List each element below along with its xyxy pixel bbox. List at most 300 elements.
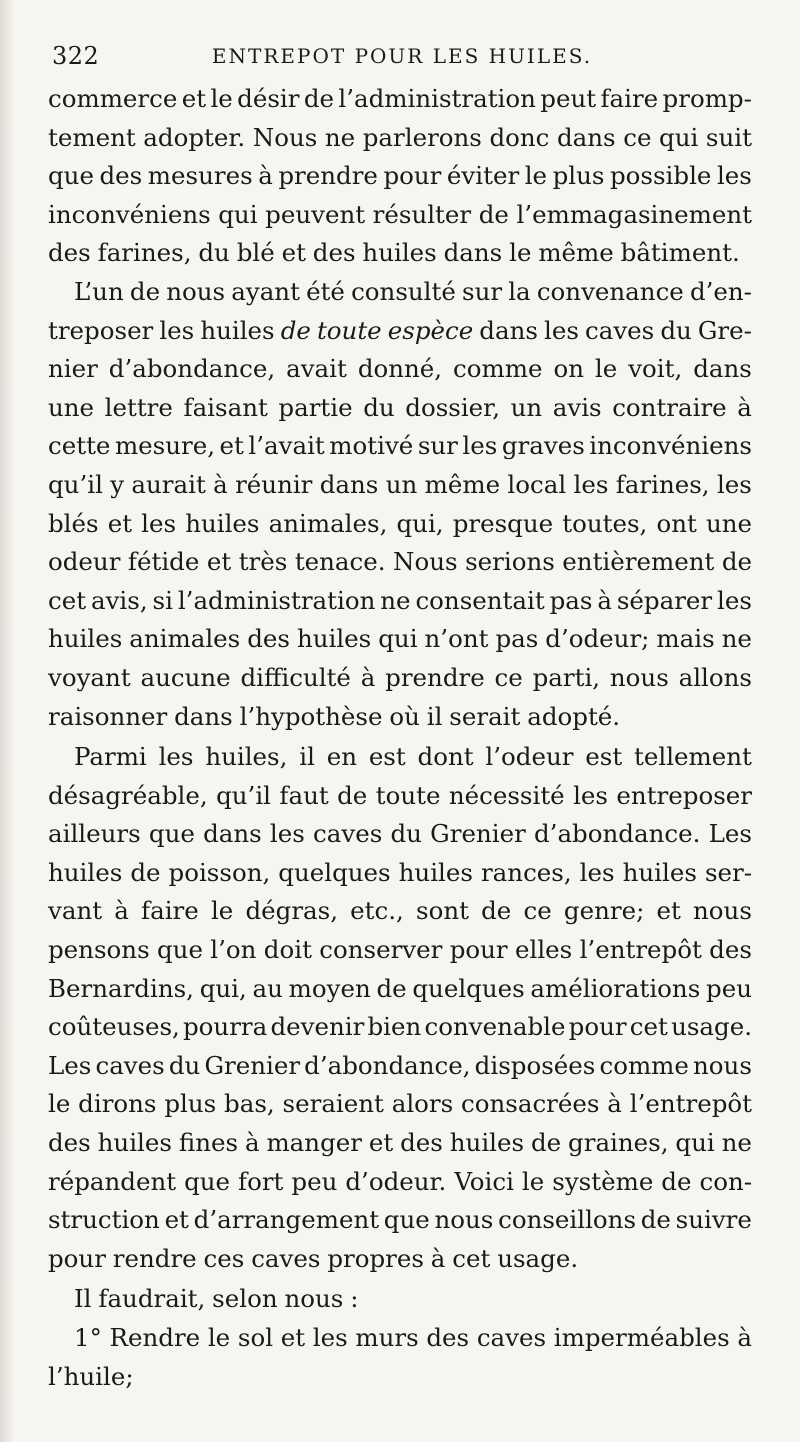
word: suivre xyxy=(675,1205,752,1235)
word: bas, xyxy=(224,1089,275,1119)
word: Il xyxy=(74,1284,92,1314)
word: disposées xyxy=(474,1050,596,1080)
word: améliorations xyxy=(530,973,701,1003)
word: l’avait xyxy=(248,431,325,461)
word: huiles, xyxy=(205,742,288,772)
word: de xyxy=(130,857,161,887)
text-line xyxy=(48,970,752,1009)
word: le xyxy=(594,354,618,384)
word: motivé xyxy=(329,431,414,461)
word: parlerons xyxy=(362,122,482,152)
text-line xyxy=(48,1085,752,1124)
word: ces xyxy=(203,1243,245,1273)
word: le xyxy=(524,161,548,191)
word: à xyxy=(258,161,273,191)
word: treposer xyxy=(48,315,154,345)
word: plus xyxy=(164,1089,217,1119)
word: Bernardins, xyxy=(48,973,194,1003)
word: partie xyxy=(278,392,353,422)
word: graves xyxy=(501,431,585,461)
word: odeur xyxy=(48,547,121,577)
text-line xyxy=(48,892,752,931)
text-line xyxy=(48,777,752,816)
word: huiles xyxy=(48,857,123,887)
word: entièrement xyxy=(562,547,715,577)
word: nous xyxy=(693,896,752,926)
word: fines xyxy=(178,1128,239,1158)
word: sur xyxy=(462,276,503,306)
text-line xyxy=(48,543,752,582)
word: les xyxy=(717,585,752,615)
word: et xyxy=(219,431,244,461)
word: et xyxy=(164,1205,189,1235)
word: des xyxy=(48,238,91,268)
word: faire xyxy=(600,84,659,113)
word: usage. xyxy=(671,1012,752,1042)
word: les xyxy=(462,431,498,461)
text-line xyxy=(48,80,752,119)
word: si xyxy=(152,585,173,615)
word: à xyxy=(607,1089,622,1119)
text-line xyxy=(48,620,752,659)
word: et xyxy=(107,508,133,538)
word: Nous xyxy=(252,122,318,152)
word: les xyxy=(269,819,305,849)
text-line xyxy=(48,1047,752,1086)
word: caves xyxy=(313,819,383,849)
text-line xyxy=(48,1008,752,1047)
text-line xyxy=(48,505,752,544)
word: elles xyxy=(514,935,573,965)
text-line xyxy=(48,273,752,312)
text-line xyxy=(48,389,752,428)
word: l’huile; xyxy=(48,1361,134,1391)
word: les xyxy=(716,469,752,499)
word: suit xyxy=(705,122,752,152)
word: des xyxy=(99,161,143,191)
word: peu xyxy=(291,1166,338,1196)
word: de xyxy=(129,276,161,306)
word: avis, xyxy=(90,585,148,615)
word: Les xyxy=(48,1050,92,1080)
word: que xyxy=(383,1205,430,1235)
word: que xyxy=(156,935,203,965)
word: ne xyxy=(721,624,752,654)
word: Gre- xyxy=(697,315,752,345)
word: sont xyxy=(416,896,469,926)
word: des xyxy=(400,1128,443,1158)
word: struction xyxy=(48,1205,160,1235)
word: l’odeur xyxy=(485,742,574,772)
word: mesure, xyxy=(114,431,216,461)
word: et xyxy=(656,896,681,926)
word: de xyxy=(376,973,407,1003)
word: les xyxy=(544,315,579,345)
word: du xyxy=(660,315,692,345)
word: allons xyxy=(678,662,752,692)
word: sol xyxy=(237,1323,274,1352)
word: huiles xyxy=(200,315,275,345)
word: de xyxy=(481,896,512,926)
word: du xyxy=(390,819,422,849)
word: à xyxy=(430,1243,446,1273)
word: imperméables xyxy=(553,1323,730,1352)
word: voit, xyxy=(628,354,683,384)
word: les xyxy=(573,780,609,810)
word: dans xyxy=(174,701,233,731)
word: un xyxy=(510,392,543,422)
word: faire xyxy=(141,896,199,926)
word: caves xyxy=(585,315,655,345)
word: et xyxy=(206,547,232,577)
word: à xyxy=(360,662,376,692)
word: farines, xyxy=(97,238,192,268)
word: Grenier xyxy=(204,1050,301,1080)
word: des xyxy=(709,935,752,965)
word: dans xyxy=(556,122,616,152)
word: caves xyxy=(476,1323,547,1352)
word: aurait xyxy=(131,469,206,499)
word: y xyxy=(110,469,125,499)
word: vant xyxy=(48,896,103,926)
word: huiles xyxy=(622,857,697,887)
word: à xyxy=(114,896,129,926)
word: l’administration xyxy=(177,585,376,615)
text-line xyxy=(48,1124,752,1163)
word: au xyxy=(252,973,283,1003)
word: nous xyxy=(434,1205,494,1235)
text-line xyxy=(48,119,752,158)
word: peut xyxy=(540,84,597,113)
running-title: ENTREPOT POUR LES HUILES. xyxy=(211,44,593,68)
word: les xyxy=(141,508,177,538)
word: local xyxy=(507,469,567,499)
word: toute xyxy=(375,780,441,810)
word: aucune xyxy=(140,662,231,692)
word: pour xyxy=(568,1012,627,1042)
text-line xyxy=(48,659,752,698)
word: huiles xyxy=(48,624,123,654)
word: parti, xyxy=(532,662,601,692)
word: du xyxy=(363,392,395,422)
word: inconvéniens xyxy=(589,431,752,461)
text-line xyxy=(48,427,752,466)
word: réunir xyxy=(235,469,313,499)
word: animales xyxy=(129,624,241,654)
word: le xyxy=(210,896,234,926)
word: moyen xyxy=(288,973,371,1003)
word: murs xyxy=(355,1323,419,1352)
word: en xyxy=(326,742,357,772)
word: ont xyxy=(656,508,697,538)
word: ser- xyxy=(704,857,752,887)
body-text xyxy=(48,80,752,1396)
word: huiles xyxy=(296,624,372,654)
text-line xyxy=(48,854,752,893)
word: nous xyxy=(609,662,669,692)
word: et xyxy=(181,84,207,113)
word: le xyxy=(210,84,233,113)
word: de xyxy=(661,1166,692,1196)
word: contraire xyxy=(612,392,727,422)
word: l’emmagasinement xyxy=(516,199,752,229)
word: faudrait, xyxy=(98,1284,206,1314)
text-line xyxy=(48,1280,752,1319)
word: un xyxy=(385,469,418,499)
word: serions xyxy=(465,547,555,577)
word: ailleurs xyxy=(48,819,141,849)
word: pas xyxy=(549,585,593,615)
word: des xyxy=(247,624,290,654)
word: adopter. xyxy=(143,122,246,152)
word: d’abondance. xyxy=(533,819,701,849)
word: huiles xyxy=(449,1128,525,1158)
word: même xyxy=(538,238,614,268)
word: pour xyxy=(383,161,442,191)
word: tement xyxy=(48,122,136,152)
word: dans xyxy=(693,354,752,384)
word: les xyxy=(312,1323,348,1352)
word: il xyxy=(426,701,443,731)
word: Nous xyxy=(393,547,458,577)
word: con- xyxy=(699,1166,752,1196)
word: le xyxy=(521,1166,545,1196)
word: il xyxy=(299,742,315,772)
word: on xyxy=(553,354,584,384)
word: poisson, xyxy=(168,857,271,887)
text-line xyxy=(48,698,752,737)
word: pourra xyxy=(183,1012,268,1042)
word: le xyxy=(207,1323,231,1352)
word: difficulté xyxy=(240,662,351,692)
word: la xyxy=(508,276,531,306)
word: des xyxy=(426,1323,470,1352)
word: bâtiment. xyxy=(620,238,740,268)
word: alors xyxy=(391,1089,454,1119)
word: presque xyxy=(452,508,554,538)
word: pour xyxy=(449,935,508,965)
word: dans xyxy=(479,315,538,345)
word: une xyxy=(705,508,752,538)
word: rendre xyxy=(112,1243,197,1273)
word: tenace. xyxy=(294,547,386,577)
word: peu xyxy=(706,973,752,1003)
word: huiles xyxy=(362,238,437,268)
page-number: 322 xyxy=(52,42,100,70)
word: Parmi xyxy=(74,742,147,772)
word: bien xyxy=(367,1012,422,1042)
word: animales, xyxy=(268,508,388,538)
word: ce xyxy=(523,896,552,926)
word: le xyxy=(48,1089,71,1119)
word: l’entrepôt xyxy=(579,935,702,965)
word: de xyxy=(337,780,368,810)
word: l’entrepôt xyxy=(629,1089,752,1119)
word: d’arrangement xyxy=(193,1205,380,1235)
word: d’odeur; xyxy=(545,624,650,654)
word: ayant xyxy=(231,276,300,306)
word: dans xyxy=(443,238,503,268)
word: genre; xyxy=(563,896,645,926)
word: des xyxy=(48,1128,91,1158)
word: séparer xyxy=(616,585,713,615)
word: blé xyxy=(236,238,275,268)
word: à xyxy=(244,1128,260,1158)
word: caves xyxy=(251,1243,321,1273)
word: ne xyxy=(324,122,356,152)
word: répandent xyxy=(48,1166,177,1196)
word: selon xyxy=(212,1284,278,1314)
word: du xyxy=(168,1050,201,1080)
text-line xyxy=(48,234,752,273)
word: désir xyxy=(237,84,300,113)
word: graines, xyxy=(568,1128,669,1158)
word: faut xyxy=(279,780,329,810)
word: qui xyxy=(218,199,258,229)
word: seraient xyxy=(282,1089,384,1119)
word: qui xyxy=(675,1128,715,1158)
word: d’abondance, xyxy=(108,354,276,384)
word: lettre xyxy=(104,392,173,422)
word: toute xyxy=(316,315,382,345)
word: à xyxy=(213,469,228,499)
word: résulter xyxy=(372,199,472,229)
word: qui xyxy=(659,122,699,152)
word: et xyxy=(280,1323,306,1352)
word: convenable xyxy=(424,1012,566,1042)
word: cette xyxy=(48,431,111,461)
word: de xyxy=(530,1128,562,1158)
word: conseillons xyxy=(498,1205,637,1235)
word: commerce xyxy=(48,84,178,113)
word: à xyxy=(737,1323,752,1352)
word: quelques xyxy=(412,973,525,1003)
text-line xyxy=(48,466,752,505)
word: le xyxy=(509,238,532,268)
word: adopté. xyxy=(527,701,621,731)
word: dirons xyxy=(78,1089,157,1119)
word: quelques xyxy=(278,857,391,887)
word: convenance xyxy=(536,276,684,306)
word: l’hypothèse xyxy=(239,701,383,731)
word: fétide xyxy=(127,547,200,577)
word: dont xyxy=(417,742,474,772)
word: nier xyxy=(48,354,98,384)
word: ne xyxy=(380,585,411,615)
word: peuvent xyxy=(265,199,366,229)
word: caves xyxy=(95,1050,165,1080)
word: de xyxy=(721,547,752,577)
text-line xyxy=(48,931,752,970)
word: l’on xyxy=(210,935,257,965)
word: Rendre xyxy=(109,1323,201,1352)
word: huiles xyxy=(185,508,260,538)
word: qu’il xyxy=(48,469,103,499)
word: huiles xyxy=(398,857,473,887)
word: coûteuses, xyxy=(48,1012,180,1042)
word: ce xyxy=(623,122,652,152)
word: devenir xyxy=(270,1012,365,1042)
word: d’odeur. xyxy=(345,1166,447,1196)
word: espèce xyxy=(387,315,474,345)
word: inconvéniens xyxy=(48,199,211,229)
word: comme xyxy=(599,1050,689,1080)
word: conserver xyxy=(319,935,443,965)
word: plus xyxy=(552,161,605,191)
word: nous xyxy=(284,1284,344,1314)
word: les xyxy=(716,161,752,191)
word: que xyxy=(48,161,94,191)
word: du xyxy=(198,238,230,268)
word: serait xyxy=(449,701,521,731)
word: Les xyxy=(708,819,752,849)
word: donné, xyxy=(357,354,443,384)
text-line xyxy=(48,1201,752,1240)
word: etc., xyxy=(350,896,404,926)
word: prendre xyxy=(385,662,485,692)
text-line xyxy=(48,815,752,854)
text-line xyxy=(48,582,752,621)
word: n’ont xyxy=(424,624,489,654)
word: farines, xyxy=(615,469,710,499)
text-line xyxy=(48,312,752,351)
word: : xyxy=(350,1284,359,1314)
word: de xyxy=(280,315,311,345)
word: mais xyxy=(656,624,715,654)
word: est xyxy=(585,742,623,772)
word: de xyxy=(640,1205,671,1235)
page-header xyxy=(52,38,752,78)
text-line xyxy=(48,196,752,235)
word: est xyxy=(368,742,406,772)
word: à xyxy=(597,585,612,615)
word: promp- xyxy=(662,84,752,113)
text-line xyxy=(48,1240,752,1279)
text-line xyxy=(48,1319,752,1358)
word: dossier, xyxy=(405,392,500,422)
word: blés xyxy=(48,508,99,538)
word: une xyxy=(48,392,95,422)
word: L’un xyxy=(74,276,124,306)
word: pour xyxy=(48,1243,106,1273)
word: dégras, xyxy=(245,896,338,926)
word: nécessité xyxy=(448,780,565,810)
page-gutter-shadow xyxy=(0,0,14,1442)
word: des xyxy=(312,238,356,268)
word: désagréable, xyxy=(48,780,208,810)
word: été xyxy=(306,276,345,306)
word: prendre xyxy=(278,161,378,191)
word: qui, xyxy=(199,973,247,1003)
word: ce xyxy=(494,662,523,692)
word: huiles xyxy=(97,1128,172,1158)
word: donc xyxy=(489,122,550,152)
word: usage. xyxy=(497,1243,579,1273)
word: Grenier xyxy=(430,819,526,849)
word: consacrées xyxy=(461,1089,600,1119)
word: possible xyxy=(609,161,712,191)
word: et xyxy=(368,1128,394,1158)
word: de xyxy=(478,199,509,229)
word: faisant xyxy=(183,392,268,422)
word: qu’il xyxy=(216,780,271,810)
word: sur xyxy=(417,431,458,461)
word: dans xyxy=(203,819,262,849)
text-line xyxy=(48,738,752,777)
word: que xyxy=(184,1166,231,1196)
word: mesures xyxy=(147,161,253,191)
word: tellement xyxy=(634,742,752,772)
